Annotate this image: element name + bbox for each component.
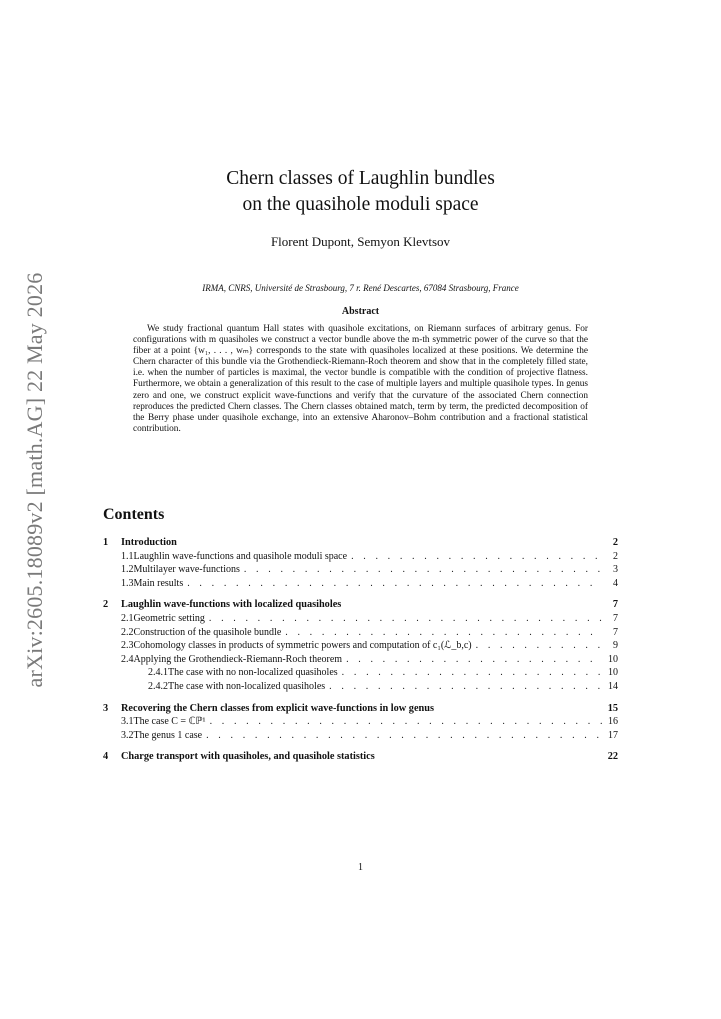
toc-leader-dots [210,716,602,727]
toc-subsection-number: 2.4 [121,653,134,665]
toc-page-number: 10 [608,653,618,665]
toc-section-number: 2 [103,599,109,611]
abstract-body: We study fractional quantum Hall states with quasihole excitations, on Riemann surfaces of arbitrary genus. For configurations with m quasiholes we construct a vector bundle above the m-th symmetric power of the curve so that the fiber at a point {w₁, . . . , wₘ} corresponds to the state with quasiholes localized at these positions. We determine the Chern character of this bundle via the Grothendieck-Riemann-Roch theorem and show that in the completely filled state, i.e. when the number of particles is maximal, the vector bundle is compatible with the condition of projective flatness. Furthermore, we obtain a generalization of this result to the case of multiple layers and multiple quasihole types. In genus zero and one, we construct explicit wave-functions and verify that the curvature of the associated Chern connection reproduces the predicted Chern classes. The Chern classes obtained match, term by term, the predicted decomposition of the Berry phase under quasihole exchange, into an extensive Aharonov–Bohm contribution and a fractional statistical contribution. [133,324,588,434]
table-of-contents [103,537,618,765]
toc-subsection-2-4[interactable] [103,654,618,668]
abstract-heading: Abstract [341,306,380,317]
toc-subsection-2-1[interactable] [103,613,618,627]
toc-section-title: Charge transport with quasiholes, and quasihole statistics [121,751,375,763]
toc-subsection-title: Applying the Grothendieck-Riemann-Roch theorem [133,653,343,665]
toc-subsection-title: Main results [133,577,184,589]
toc-section-3[interactable] [103,703,618,717]
toc-subsection-1-1[interactable] [103,551,618,565]
toc-page-number: 3 [613,564,618,576]
toc-leader-dots [351,551,602,562]
toc-subsubsection-number: 2.4.1 [148,667,168,679]
toc-section-number: 4 [103,751,109,763]
toc-subsection-title: Laughlin wave-functions and quasihole moduli space [133,550,348,562]
toc-subsection-3-1[interactable] [103,716,618,730]
toc-subsection-3-2[interactable] [103,730,618,744]
toc-page-number: 15 [607,702,618,714]
toc-leader-dots [342,667,602,678]
toc-section-title: Laughlin wave-functions with localized quasiholes [121,599,342,611]
toc-page-number: 22 [607,751,618,763]
toc-leader-dots [244,564,602,575]
paper-title [0,166,721,218]
contents-heading: Contents [103,506,165,523]
toc-subsubsection-title: The case with no non-localized quasiholes [168,667,338,679]
toc-subsection-number: 1.3 [121,577,134,589]
toc-subsection-2-3[interactable] [103,640,618,654]
page-number: 1 [358,862,363,873]
toc-page-number: 4 [613,577,618,589]
toc-leader-dots [346,654,602,665]
toc-subsection-number: 1.1 [121,550,134,562]
toc-page-number: 7 [613,626,618,638]
affiliation: IRMA, CNRS, Université de Strasbourg, 7 r. René Descartes, 67084 Strasbourg, France [202,283,519,293]
toc-subsubsection-2-4-1[interactable] [103,667,618,681]
toc-section-2[interactable] [103,599,618,613]
toc-subsection-2-2[interactable] [103,627,618,641]
toc-leader-dots [329,681,602,692]
toc-page-number: 2 [612,537,618,548]
toc-subsubsection-2-4-2[interactable] [103,681,618,695]
toc-page-number: 7 [613,612,618,624]
toc-page-number: 16 [608,716,618,728]
toc-subsection-number: 2.2 [121,626,134,638]
toc-leader-dots [209,613,602,624]
toc-subsection-number: 3.2 [121,729,134,741]
title-line-1: Chern classes of Laughlin bundles [226,168,495,189]
toc-subsection-title: Multilayer wave-functions [133,564,240,576]
toc-leader-dots [476,640,602,651]
toc-section-4[interactable] [103,751,618,765]
toc-page-number: 14 [608,680,618,692]
toc-section-1[interactable] [103,537,618,551]
toc-leader-dots [285,627,602,638]
toc-section-title: Introduction [121,537,177,548]
author-list: Florent Dupont, Semyon Klevtsov [270,234,451,249]
toc-subsection-number: 3.1 [121,716,134,728]
toc-page-number: 9 [613,640,618,652]
toc-leader-dots [187,578,602,589]
toc-page-number: 17 [608,729,618,741]
toc-subsection-title: Geometric setting [133,612,205,624]
toc-page-number: 10 [608,667,618,679]
toc-subsection-title: The genus 1 case [133,729,203,741]
toc-section-title: Recovering the Chern classes from explicit wave-functions in low genus [121,702,434,714]
toc-leader-dots [206,730,602,741]
toc-subsection-title: Construction of the quasihole bundle [133,626,282,638]
toc-section-number: 1 [103,537,109,548]
toc-subsection-number: 1.2 [121,564,134,576]
toc-subsubsection-title: The case with non-localized quasiholes [168,680,326,692]
arxiv-sidebar [20,272,50,688]
toc-page-number: 7 [612,599,618,611]
toc-subsection-1-3[interactable] [103,578,618,592]
toc-subsection-title: Cohomology classes in products of symmetric powers and computation of c₁(ℒ_b,c) [133,640,472,652]
toc-subsection-title: The case C = ℂℙ¹ [133,716,206,728]
toc-section-number: 3 [103,702,109,714]
toc-page-number: 2 [613,550,618,562]
toc-subsection-number: 2.3 [121,640,134,652]
toc-subsubsection-number: 2.4.2 [148,680,168,692]
toc-subsection-1-2[interactable] [103,564,618,578]
toc-subsection-number: 2.1 [121,612,134,624]
title-line-2: on the quasihole moduli space [242,194,479,215]
arxiv-identifier[interactable]: arXiv:2605.18089v2 [math.AG] 22 May 2026 [22,272,47,688]
